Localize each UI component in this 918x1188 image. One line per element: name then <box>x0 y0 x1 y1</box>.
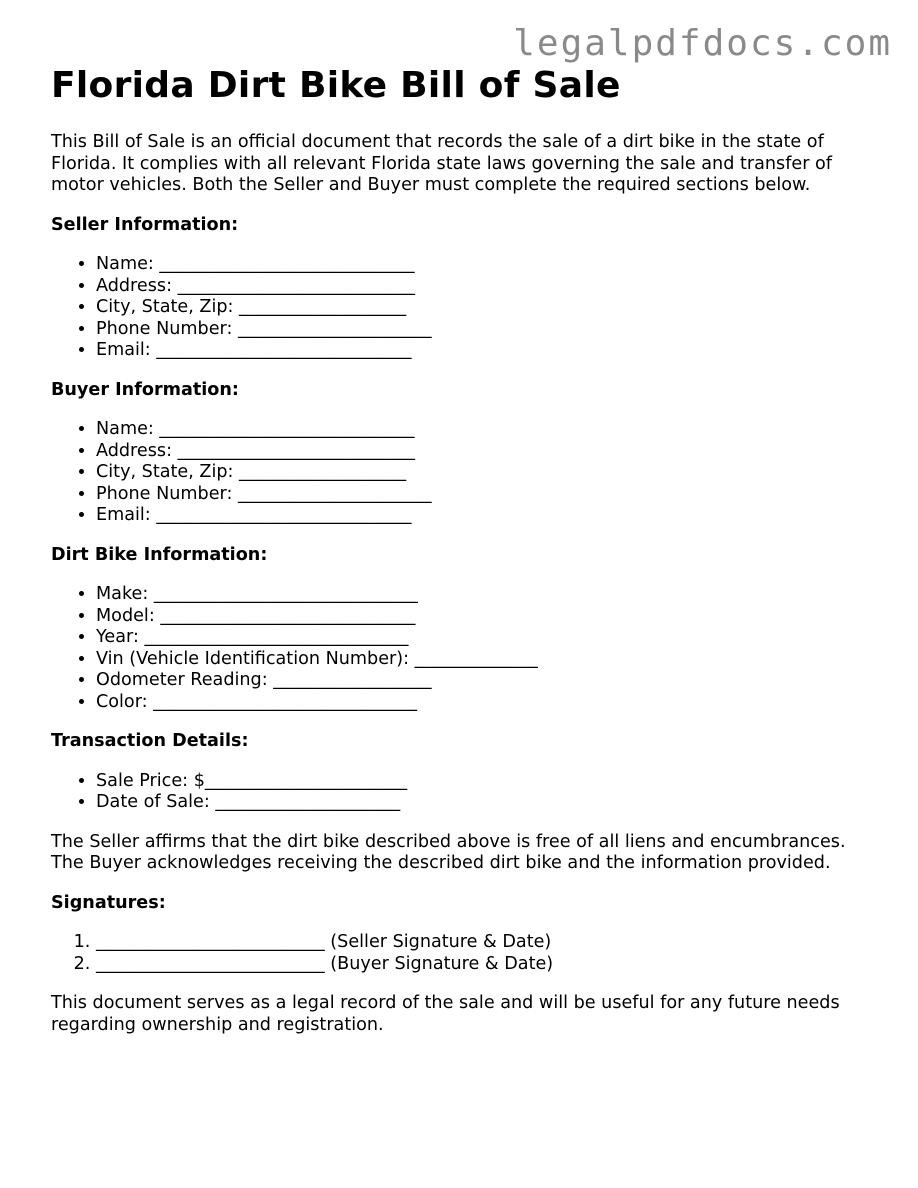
bike-section <box>51 545 881 714</box>
bike-heading: Dirt Bike Information: <box>51 544 268 565</box>
seller-address-field: • Address: ___________________________ <box>96 276 881 298</box>
transaction-fields <box>51 771 881 814</box>
seller-city-state-zip-field: • City, State, Zip: ___________________ <box>96 297 881 319</box>
signatures-heading: Signatures: <box>51 892 166 913</box>
document-page <box>51 64 881 1036</box>
intro-paragraph: This Bill of Sale is an official document that records the sale of a dirt bike in the state of Florida. It complies with all relevant Florida state laws governing the sale and transfer of motor vehicles. Both the Seller and Buyer must complete the required sections below. <box>51 132 832 195</box>
transaction-heading: Transaction Details: <box>51 731 249 751</box>
sale-date-field: • Date of Sale: _____________________ <box>96 792 881 814</box>
seller-heading: Seller Information: <box>51 214 239 235</box>
bike-fields <box>51 584 881 713</box>
transaction-section <box>51 731 881 814</box>
affirmation-paragraph: The Seller affirms that the dirt bike described above is free of all liens and encumbrances. The Buyer acknowledges receiving the described dirt bike and the information provided. <box>51 831 846 873</box>
bike-year-field: • Year: ______________________________ <box>96 627 881 649</box>
seller-name-field: • Name: _____________________________ <box>96 254 881 276</box>
buyer-signature-line: 2. __________________________ (Buyer Signature & Date) <box>96 954 881 976</box>
buyer-city-state-zip-field: • City, State, Zip: ___________________ <box>96 462 881 484</box>
bike-odometer-field: • Odometer Reading: __________________ <box>96 670 881 692</box>
seller-email-field: • Email: _____________________________ <box>96 340 881 362</box>
page-title: Florida Dirt Bike Bill of Sale <box>51 65 621 106</box>
signatures-section <box>51 893 881 976</box>
buyer-fields <box>51 419 881 527</box>
seller-signature-line: 1. __________________________ (Seller Signature & Date) <box>96 932 881 954</box>
buyer-email-field: • Email: _____________________________ <box>96 505 881 527</box>
seller-phone-field: • Phone Number: ______________________ <box>96 319 881 341</box>
closing-paragraph: This document serves as a legal record of the sale and will be useful for any future needs regarding ownership and registration. <box>51 993 840 1035</box>
bike-color-field: • Color: ______________________________ <box>96 692 881 714</box>
seller-fields <box>51 254 881 362</box>
bike-vin-field: • Vin (Vehicle Identification Number): ______________ <box>96 649 881 671</box>
bike-model-field: • Model: _____________________________ <box>96 606 881 628</box>
signature-lines <box>51 932 881 975</box>
sale-price-field: • Sale Price: $_______________________ <box>96 771 881 793</box>
watermark: legalpdfdocs.com <box>513 23 892 64</box>
buyer-phone-field: • Phone Number: ______________________ <box>96 484 881 506</box>
seller-section <box>51 215 881 362</box>
buyer-section <box>51 380 881 527</box>
buyer-heading: Buyer Information: <box>51 379 239 400</box>
buyer-address-field: • Address: ___________________________ <box>96 441 881 463</box>
bike-make-field: • Make: ______________________________ <box>96 584 881 606</box>
buyer-name-field: • Name: _____________________________ <box>96 419 881 441</box>
